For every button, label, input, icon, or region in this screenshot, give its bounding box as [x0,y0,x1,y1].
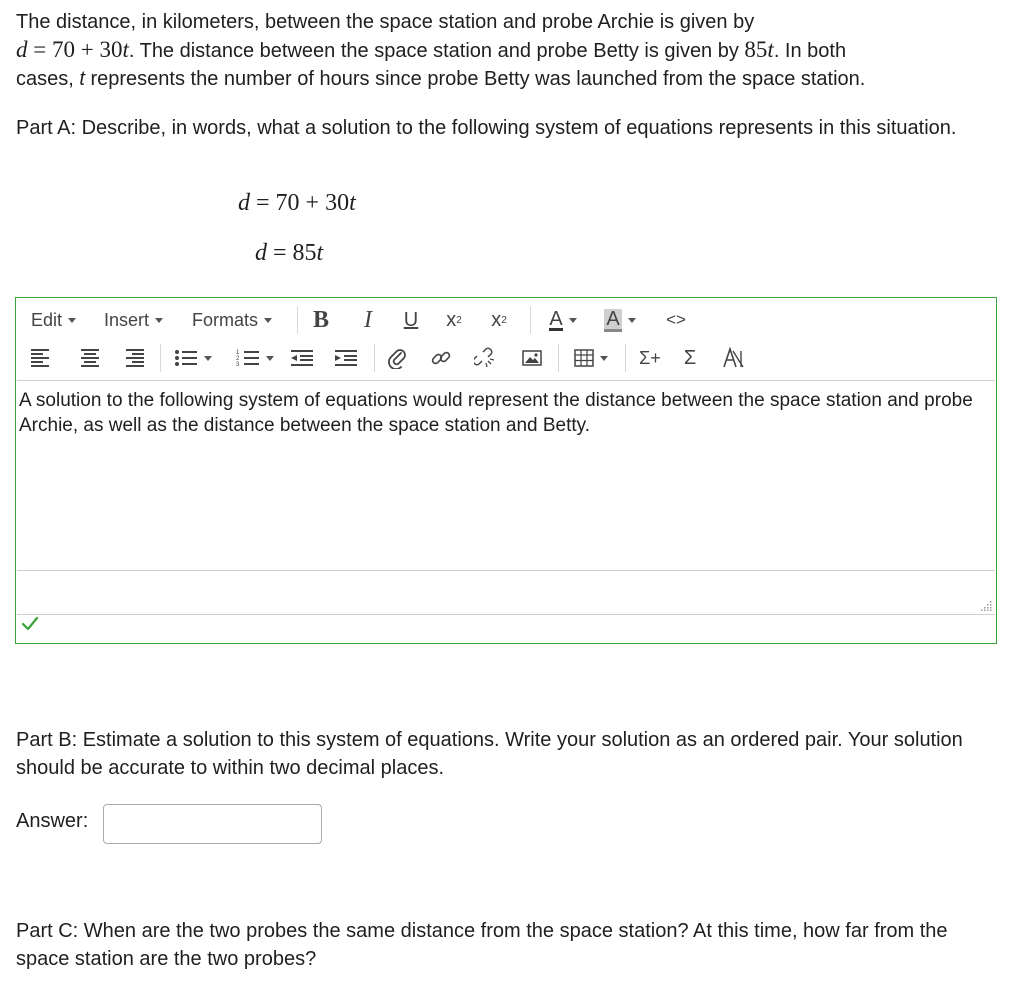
part-c-prompt: Part C: When are the two probes the same distance from the space station? At this time, how far from the space station are the two probes? [16,920,948,970]
svg-text:2: 2 [236,356,240,362]
remove-link-button[interactable] [472,340,498,376]
betty-equation: 85t [744,37,774,62]
toolbar-divider [558,344,559,372]
checkmark-icon [21,616,39,632]
intro-line2: . The distance between the space station and probe Betty is given by [128,40,745,62]
insert-image-button[interactable] [519,340,545,376]
align-left-button[interactable] [29,340,51,376]
outdent-button[interactable] [289,340,315,376]
indent-button[interactable] [333,340,359,376]
special-characters-icon [721,347,745,369]
code-icon: <> [666,310,686,329]
subscript-button[interactable]: x 2 [446,308,462,331]
system-equation-2: d = 85t [255,240,324,266]
image-icon [522,350,542,366]
superscript-button[interactable]: x 2 [491,308,507,331]
archie-equation: d = 70 + 30t [16,37,129,62]
chevron-down-icon [264,318,272,323]
chevron-down-icon [155,318,163,323]
align-center-button[interactable] [79,340,101,376]
chevron-down-icon [628,318,636,323]
underline-button[interactable]: U [403,308,419,331]
source-code-button[interactable] [661,302,691,338]
unlink-icon [474,347,496,369]
special-characters-button[interactable] [719,340,747,376]
rich-text-editor [15,297,997,644]
insert-equation-button[interactable] [635,340,665,376]
chevron-down-icon [266,356,274,361]
align-center-icon [81,349,99,367]
attach-button[interactable] [384,340,410,376]
editor-toolbar [17,299,995,381]
outdent-icon [291,349,313,367]
intro-line1: The distance, in kilometers, between the space station and probe Archie is given by [16,11,755,33]
chevron-down-icon [204,356,212,361]
numbered-list-button[interactable] [232,340,278,376]
sigma-icon: Σ [683,346,697,369]
background-color-button[interactable]: A [595,302,645,338]
edit-menu[interactable]: Edit [31,302,76,338]
toolbar-divider [160,344,161,372]
chevron-down-icon [68,318,76,323]
editor-status-bar [17,570,995,615]
chevron-down-icon [600,356,608,361]
toolbar-row-1 [17,302,995,338]
bullet-list-button[interactable] [171,340,215,376]
insert-menu[interactable]: Insert [104,302,163,338]
editor-content-area[interactable] [17,381,995,569]
bold-button[interactable]: B [312,306,329,333]
part-a-prompt: Part A: Describe, in words, what a solution to the following system of equations represents in this situation. [16,117,957,139]
toolbar-row-2 [17,340,995,376]
system-equation-1: d = 70 + 30t [238,190,356,216]
resize-handle-icon[interactable] [980,601,992,611]
toolbar-divider [374,344,375,372]
toolbar-divider [625,344,626,372]
bullet-list-icon [174,349,198,367]
svg-text:1: 1 [236,350,240,356]
insert-link-button[interactable] [428,340,454,376]
align-left-icon [31,349,49,367]
math-editor-button[interactable] [677,340,703,376]
numbered-list-icon [236,349,260,367]
align-right-button[interactable] [124,340,146,376]
t-variable: t [79,68,85,90]
toolbar-divider [530,306,531,334]
editor-answer-text: A solution to the following system of equations would represent the distance between the space station and probe Archie, as well as the distance between the space station and Betty. [19,390,973,436]
part-b-prompt: Part B: Estimate a solution to this system of equations. Write your solution as an ordered pair. Your solution should be accurate to within two decimal places. [16,729,963,779]
toolbar-divider [297,306,298,334]
answer-label: Answer: [16,810,89,832]
intro-paragraph: The distance, in kilometers, between the space station and probe Archie is given by d = 70 + 30t. The distance between the space station and probe Betty is given by 85t. In both cases, t represents the number of hours since probe Betty was launched from the space station. [16,11,866,90]
sigma-plus-icon: Σ+ [639,347,661,368]
formats-menu[interactable]: Formats [192,302,272,338]
italic-button[interactable]: I [364,306,372,333]
link-icon [430,347,452,369]
insert-table-button[interactable] [569,340,613,376]
table-icon [574,349,594,367]
chevron-down-icon [569,318,577,323]
paperclip-icon [388,347,406,369]
answer-input[interactable] [103,804,322,844]
text-color-button[interactable]: A [539,302,587,338]
indent-icon [335,349,357,367]
align-right-icon [126,349,144,367]
svg-text:3: 3 [236,362,240,367]
